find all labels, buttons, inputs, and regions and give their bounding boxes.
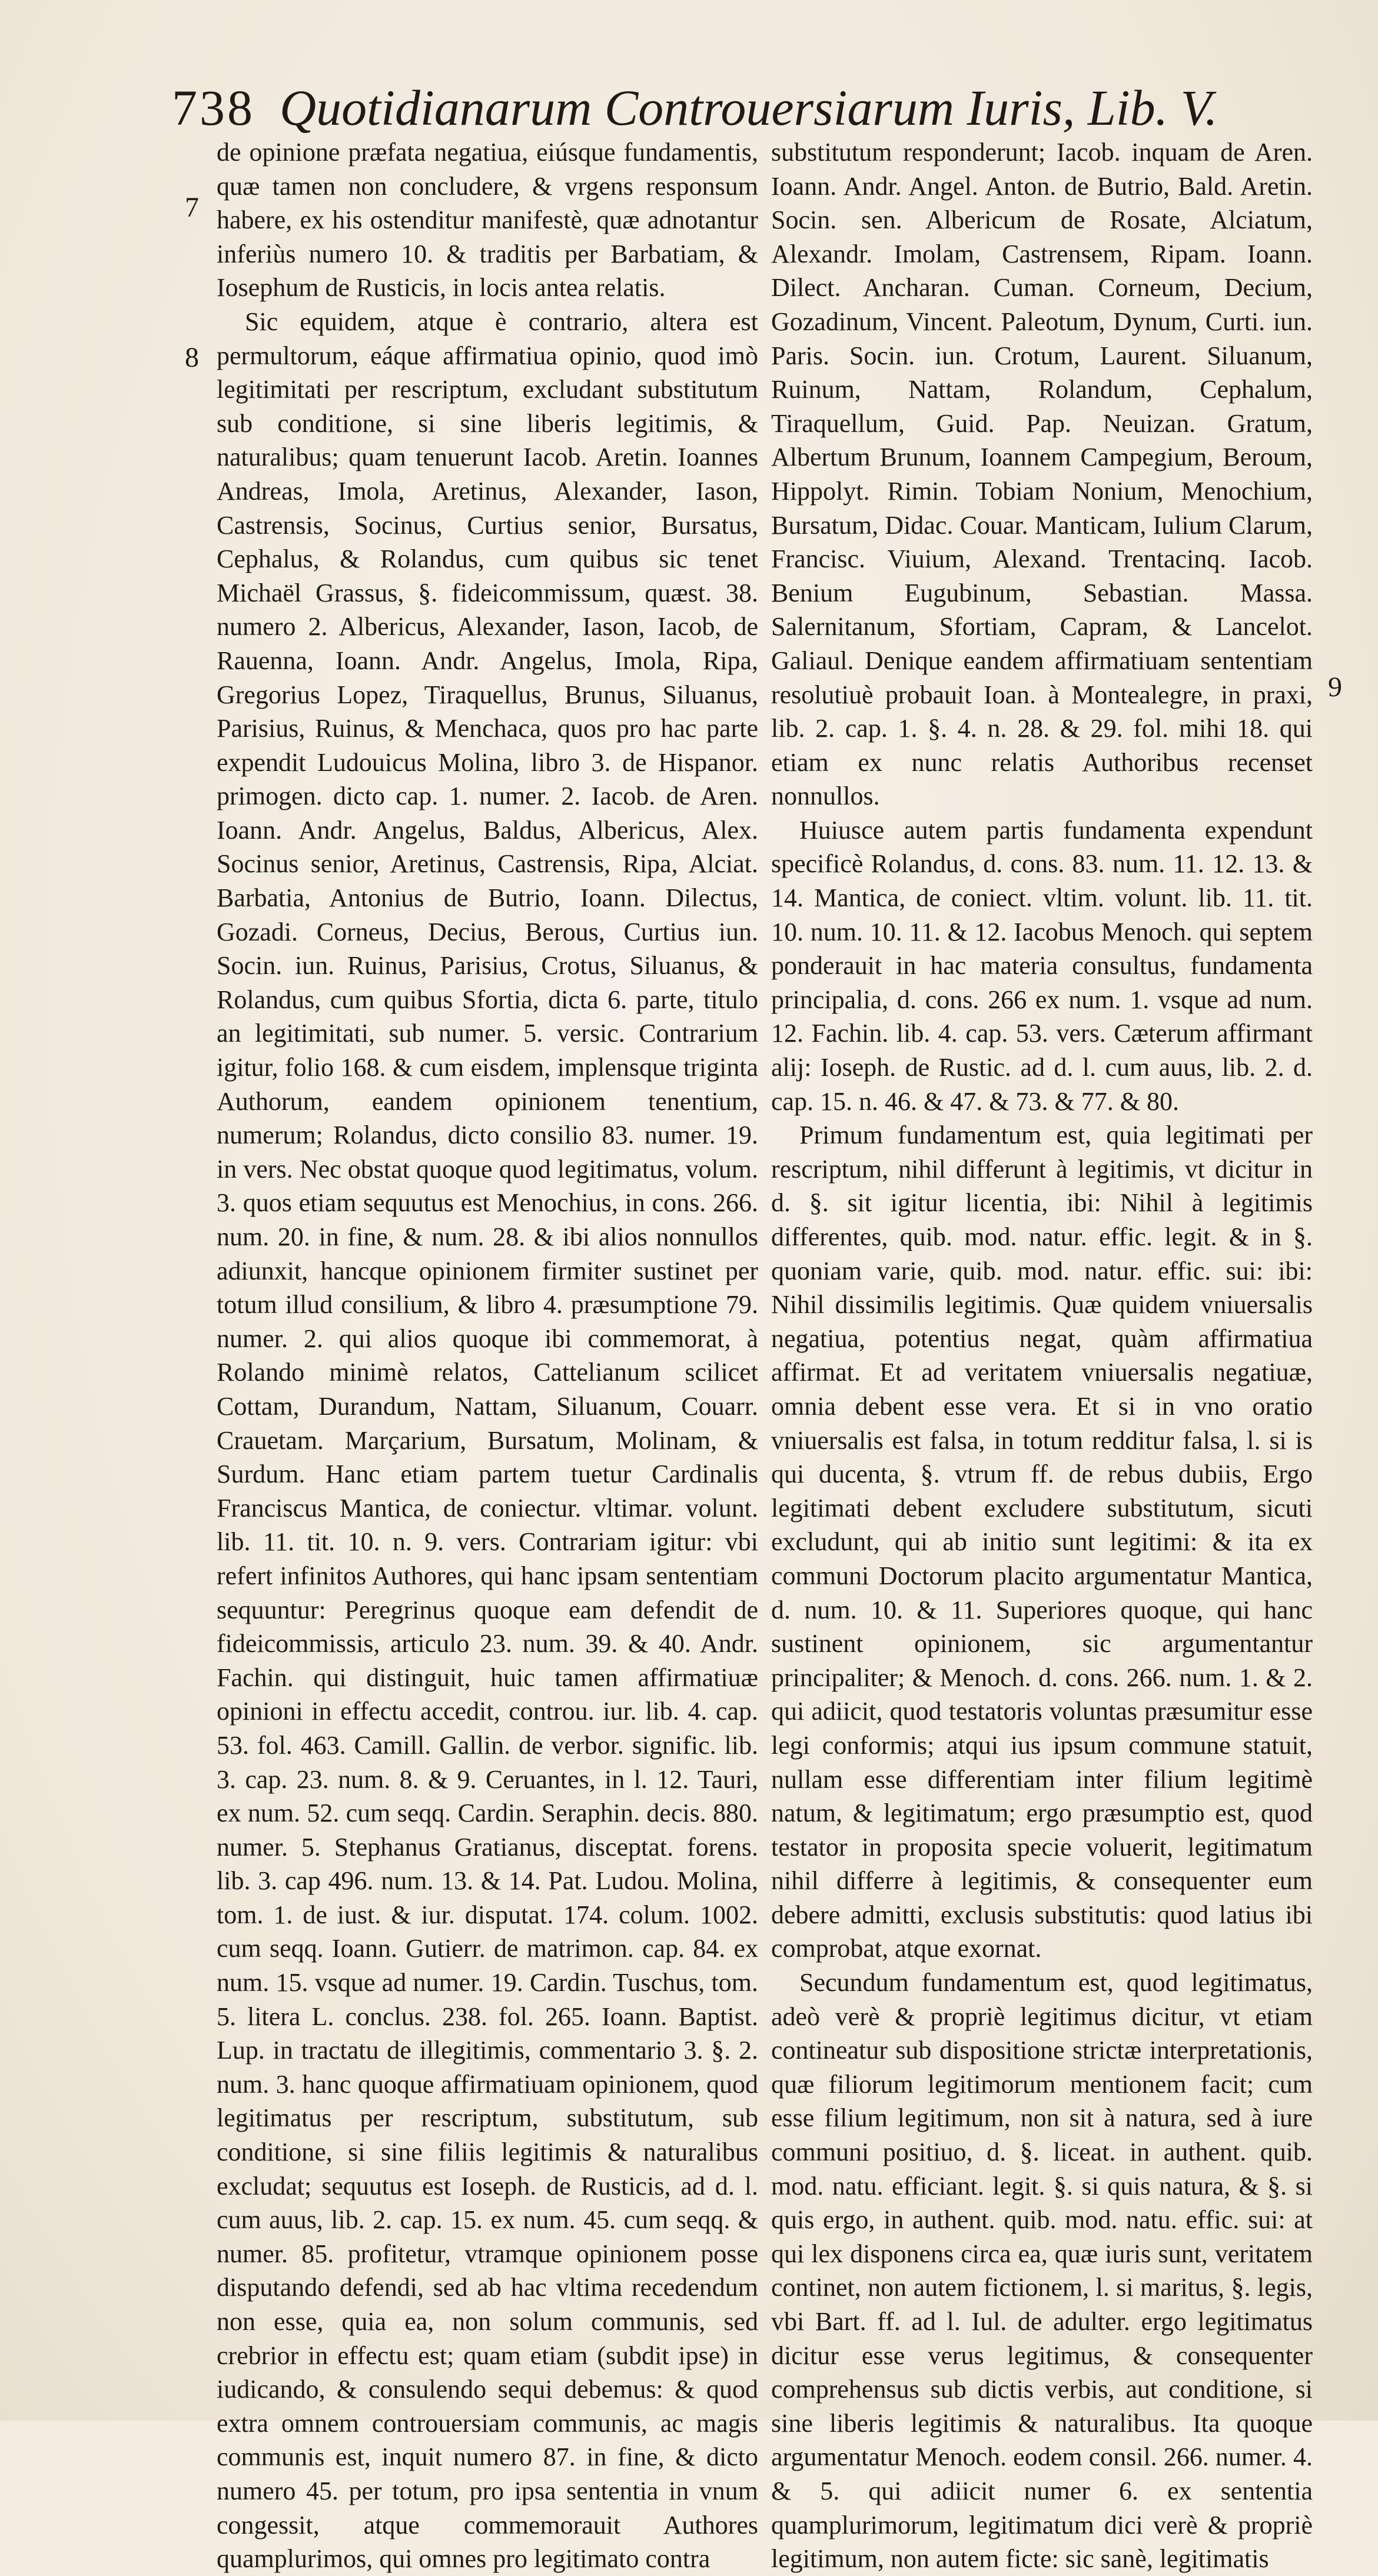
paragraph: Secundum fundamentum est, quod legitimatus, adeò verè & propriè legitimus dicitur, vt etiam contineatur sub dispositione strictæ interpretationis, quæ filiorum legitimorum mentionem facit; cum esse filium legitimum, non sit à natura, sed à iure communi positiuo, d. §. liceat. in authent. quib. mod. natu. efficiant. legit. §. si quis natura, & §. si quis ergo, in authent. quib. mod. natu. effic. sui: at qui lex disponens circa ea, quæ iuris sunt, veritatem continet, non autem fictionem, l. si maritus, §. legis, vbi Bart. ff. ad l. Iul. de adulter. ergo legitimatus dicitur esse verus legitimus, & consequenter comprehensus sub dictis verbis, aut conditione, si sine liberis legitimis & naturalibus. Ita quoque argumentatur Menoch. eodem consil. 266. numer. 4. & 5. qui adiicit numer 6. ex sententia quamplurimorum, legitimatum dici verè & propriè legitimum, non autem ficte: sic sanè, legitimatis: [771, 1968, 1313, 2574]
running-title: Quotidianarum Controuersiarum Iuris, Lib. V.: [280, 79, 1218, 136]
running-header: [172, 75, 1218, 140]
margin-note-7: 7: [185, 192, 199, 223]
margin-note-9: 9: [1328, 672, 1342, 703]
left-column: [217, 135, 758, 2574]
paragraph: de opinione præfata negatiua, eiúsque fundamentis, quæ tamen non concludere, & vrgens responsum habere, ex his ostenditur manifestè, quæ adnotantur inferiùs numero 10. & traditis per Barbatiam, & Iosephum de Rusticis, in locis antea relatis.: [217, 138, 758, 303]
paragraph: Huiusce autem partis fundamenta expendunt specificè Rolandus, d. cons. 83. num. 11. 12. 13. & 14. Mantica, de coniect. vltim. volunt. lib. 11. tit. 10. num. 10. 11. & 12. Iacobus Menoch. qui septem ponderauit in hac materia consultus, fundamenta principalia, d. cons. 266 ex num. 1. vsque ad num. 12. Fachin. lib. 4. cap. 53. vers. Cæterum affirmant alij: Ioseph. de Rustic. ad d. l. cum auus, lib. 2. d. cap. 15. n. 46. & 47. & 73. & 77. & 80.: [771, 815, 1313, 1116]
right-column: [771, 135, 1313, 2574]
paragraph: Sic equidem, atque è contrario, altera est permultorum, eáque affirmatiua opinio, quod imò legitimitati per rescriptum, excludant substitutum sub conditione, si sine liberis legitimis, & naturalibus; quam tenuerunt Iacob. Aretin. Ioannes Andreas, Imola, Aretinus, Alexander, Iason, Castrensis, Socinus, Curtius senior, Bursatus, Cephalus, & Rolandus, cum quibus sic tenet Michaël Grassus, §. fideicommissum, quæst. 38. numero 2. Albericus, Alexander, Iason, Iacob, de Rauenna, Ioann. Andr. Angelus, Imola, Ripa, Gregorius Lopez, Tiraquellus, Brunus, Siluanus, Parisius, Ruinus, & Menchaca, quos pro hac parte expendit Ludouicus Molina, libro 3. de Hispanor. primogen. dicto cap. 1. numer. 2. Iacob. de Aren. Ioann. Andr. Angelus, Baldus, Albericus, Alex. Socinus senior, Aretinus, Castrensis, Ripa, Alciat. Barbatia, Antonius de Butrio, Ioann. Dilectus, Gozadi. Corneus, Decius, Berous, Curtius iun. Socin. iun. Ruinus, Parisius, Crotus, Siluanus, & Rolandus, cum quibus Sfortia, dicta 6. parte, titulo an legitimitati, sub numer. 5. versic. Contrarium igitur, folio 168. & cum eisdem, implensque triginta Authorum, eandem opinionem tenentium, numerum; Rolandus, dicto consilio 83. numer. 19. in vers. Nec obstat quoque quod legitimatus, volum. 3. quos etiam sequutus est Menochius, in cons. 266. num. 20. in fine, & num. 28. & ibi alios nonnullos adiunxit, hancque opinionem firmiter sustinet per totum illud consilium, & libro 4. præsumptione 79. numer. 2. qui alios quoque ibi commemorat, à Rolando minimè relatos, Cattelianum scilicet Cottam, Durandum, Nattam, Siluanum, Couarr. Crauetam. Marçarium, Bursatum, Molinam, & Surdum. Hanc etiam partem tuetur Cardinalis Franciscus Mantica, de coniectur. vltimar. volunt. lib. 11. tit. 10. n. 9. vers. Contrariam igitur: vbi refert infinitos Authores, qui hanc ipsam sententiam sequuntur: Peregrinus quoque eam defendit de fideicommissis, articulo 23. num. 39. & 40. Andr. Fachin. qui distinguit, huic tamen affirmatiuæ opinioni in effectu accedit, controu. iur. lib. 4. cap. 53. fol. 463. Camill. Gallin. de verbor. signific. lib. 3. cap. 23. num. 8. & 9. Ceruantes, in l. 12. Tauri, ex num. 52. cum seqq. Cardin. Seraphin. decis. 880. numer. 5. Stephanus Gratianus, disceptat. forens. lib. 3. cap 496. num. 13. & 14. Pat. Ludou. Molina, tom. 1. de iust. & iur. disputat. 174. colum. 1002. cum seqq. Ioann. Gutierr. de matrimon. cap. 84. ex num. 15. vsque ad numer. 19. Cardin. Tuschus, tom. 5. litera L. conclus. 238. fol. 265. Ioann. Baptist. Lup. in tractatu de illegitimis, commentario 3. §. 2. num. 3. hanc quoque affirmatiuam opinionem, quod legitimatus per rescriptum, substitutum, sub conditione, si sine filiis legitimis & naturalibus excludat; sequutus est Ioseph. de Rusticis, ad d. l. cum auus, lib. 2. cap. 15. ex num. 45. cum seqq. & numer. 85. profitetur, vtramque opinionem posse disputando defendi, sed ab hac vltima recedendum non esse, quia ea, non solum communis, sed crebrior in effectu est; quam etiam (subdit ipse) in iudicando, & consulendo sequi debemus: & quod extra omnem controuersiam communis, ac magis communis est, inquit numero 87. in fine, & dicto numero 45. per totum, pro ipsa sententia in vnum congessit, atque commemorauit Authores quamplurimos, qui omnes pro legitimato contra: [217, 307, 758, 2574]
margin-note-8: 8: [185, 342, 199, 373]
page-number: 738: [172, 79, 255, 136]
paragraph: Primum fundamentum est, quia legitimati per rescriptum, nihil differunt à legitimis, vt dicitur in d. §. sit igitur licentia, ibi: Nihil à legitimis differentes, quib. mod. natur. effic. legit. & in §. quoniam varie, quib. mod. natur. effic. sui: ibi: Nihil dissimilis legitimis. Quæ quidem vniuersalis negatiua, potentius negat, quàm affirmatiua affirmat. Et ad veritatem vniuersalis negatiuæ, omnia debent esse vera. Et si in vno oratio vniuersalis est falsa, in totum redditur falsa, l. si is qui ducenta, §. vtrum ff. de rebus dubiis, Ergo legitimati debent excludere substitutum, sicuti excludunt, qui ab initio sunt legitimi: & ita ex communi Doctorum placito argumentatur Mantica, d. num. 10. & 11. Superiores quoque, qui hanc sustinent opinionem, sic argumentantur principaliter; & Menoch. d. cons. 266. num. 1. & 2. qui adiicit, quod testatoris voluntas præsumitur esse legi conformis; atqui ius ipsum commune statuit, nullam esse differentiam inter filium legitimè natum, & legitimatum; ergo præsumptio est, quod testator in proposita specie voluerit, legitimatum nihil differre à legitimis, & consequenter eum debere admitti, exclusis substitutis: quod latius ibi comprobat, atque exornat.: [771, 1121, 1313, 1963]
paragraph: substitutum responderunt; Iacob. inquam de Aren. Ioann. Andr. Angel. Anton. de Butrio, Bald. Aretin. Socin. sen. Albericum de Rosate, Alciatum, Alexandr. Imolam, Castrensem, Ripam. Ioann. Dilect. Ancharan. Cuman. Corneum, Decium, Gozadinum, Vincent. Paleotum, Dynum, Curti. iun. Paris. Socin. iun. Crotum, Laurent. Siluanum, Ruinum, Nattam, Rolandum, Cephalum, Tiraquellum, Guid. Pap. Neuizan. Gratum, Albertum Brunum, Ioannem Campegium, Beroum, Hippolyt. Rimin. Tobiam Nonium, Menochium, Bursatum, Didac. Couar. Manticam, Iulium Clarum, Francisc. Viuium, Alexand. Trentacinq. Iacob. Benium Eugubinum, Sebastian. Massa. Salernitanum, Sfortiam, Capram, & Lancelot. Galiaul. Denique eandem affirmatiuam sententiam resolutiuè probauit Ioan. à Montealegre, in praxi, lib. 2. cap. 1. §. 4. n. 28. & 29. fol. mihi 18. qui etiam ex nunc relatis Authoribus recenset nonnullos.: [771, 138, 1313, 811]
